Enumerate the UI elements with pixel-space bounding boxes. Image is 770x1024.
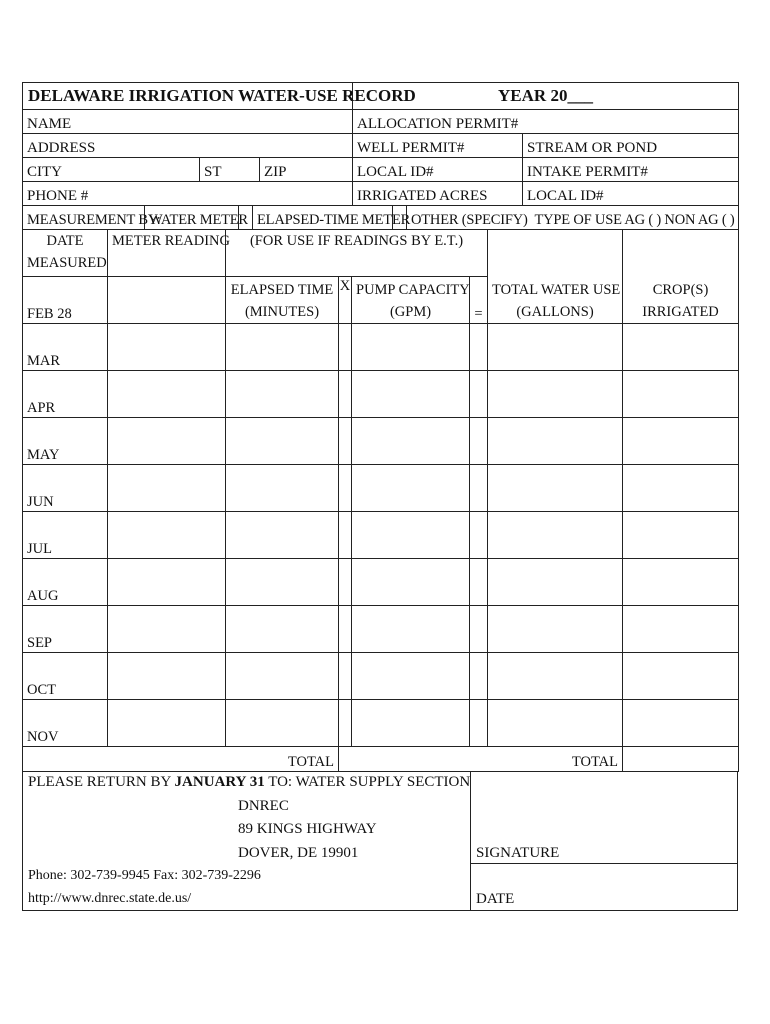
- entry-cell[interactable]: [470, 653, 488, 700]
- address-field[interactable]: ADDRESS: [23, 134, 353, 158]
- entry-cell[interactable]: [226, 653, 339, 700]
- month-row: [23, 418, 739, 465]
- form-header: [22, 82, 739, 110]
- entry-cell[interactable]: [470, 559, 488, 606]
- entry-cell[interactable]: [352, 324, 470, 371]
- month-label: NOV: [23, 700, 108, 747]
- entry-cell[interactable]: [488, 700, 623, 747]
- measurement-row: [22, 206, 739, 230]
- entry-cell[interactable]: [488, 512, 623, 559]
- month-row: [23, 371, 739, 418]
- entry-cell[interactable]: [470, 324, 488, 371]
- irrigation-form: [22, 82, 738, 772]
- meter-reading-cell[interactable]: [108, 277, 226, 324]
- entry-cell[interactable]: [488, 606, 623, 653]
- entry-cell[interactable]: [623, 653, 739, 700]
- return-instructions: [22, 771, 738, 911]
- pump-capacity-header: PUMP CAPACITY (GPM): [352, 277, 470, 324]
- date-label: DATE: [476, 891, 515, 907]
- month-cell-feb: FEB 28: [23, 277, 108, 324]
- phone-field[interactable]: PHONE #: [23, 182, 353, 206]
- local-id-field[interactable]: LOCAL ID#: [353, 158, 523, 182]
- entry-cell[interactable]: [108, 559, 226, 606]
- month-label: JUL: [23, 512, 108, 559]
- water-use-grid: [22, 230, 739, 772]
- entry-cell[interactable]: [470, 465, 488, 512]
- entry-cell[interactable]: [108, 465, 226, 512]
- entry-cell[interactable]: [352, 418, 470, 465]
- entry-cell[interactable]: [623, 559, 739, 606]
- entry-cell[interactable]: [226, 324, 339, 371]
- address-line-1: DNREC: [238, 798, 289, 814]
- month-row: [23, 653, 739, 700]
- local-id-2-field[interactable]: LOCAL ID#: [523, 182, 739, 206]
- entry-cell[interactable]: [226, 512, 339, 559]
- month-label: SEP: [23, 606, 108, 653]
- well-permit-field[interactable]: WELL PERMIT#: [353, 134, 523, 158]
- entry-cell[interactable]: [339, 465, 352, 512]
- stream-or-pond-field[interactable]: STREAM OR POND: [523, 134, 739, 158]
- month-label: MAR: [23, 324, 108, 371]
- address-line-2: 89 KINGS HIGHWAY: [238, 821, 377, 837]
- return-address-block: [23, 771, 471, 910]
- other-specify-label: OTHER (SPECIFY): [411, 212, 528, 228]
- address-line-3: DOVER, DE 19901: [238, 845, 359, 861]
- entry-cell[interactable]: [488, 653, 623, 700]
- entry-cell[interactable]: [339, 418, 352, 465]
- name-field[interactable]: NAME: [23, 110, 353, 134]
- intake-permit-field[interactable]: INTAKE PERMIT#: [523, 158, 739, 182]
- month-row: [23, 559, 739, 606]
- city-field[interactable]: CITY: [23, 158, 200, 182]
- year-field[interactable]: YEAR 20___: [353, 83, 739, 110]
- entry-cell[interactable]: [488, 371, 623, 418]
- et-readings-header: (FOR USE IF READINGS BY E.T.): [226, 230, 488, 277]
- month-row: [23, 465, 739, 512]
- entry-cell[interactable]: [352, 606, 470, 653]
- water-use-total-label: TOTAL: [339, 747, 623, 772]
- entry-cell[interactable]: [226, 606, 339, 653]
- month-label: MAY: [23, 418, 108, 465]
- entry-cell[interactable]: [226, 559, 339, 606]
- entry-cell[interactable]: [339, 559, 352, 606]
- measurement-label: MEASUREMENT BY:: [23, 206, 145, 230]
- month-label: APR: [23, 371, 108, 418]
- date-measured-header: DATE MEASURED: [23, 230, 108, 277]
- irrigated-acres-field[interactable]: IRRIGATED ACRES: [353, 182, 523, 206]
- entry-cell[interactable]: [488, 465, 623, 512]
- meter-reading-header: METER READING: [108, 230, 226, 277]
- water-meter-label: WATER METER: [145, 206, 239, 230]
- entry-cell[interactable]: [352, 653, 470, 700]
- entry-cell[interactable]: [623, 512, 739, 559]
- entry-cell[interactable]: [623, 465, 739, 512]
- entry-cell[interactable]: [339, 606, 352, 653]
- entry-cell[interactable]: [339, 324, 352, 371]
- signature-label: SIGNATURE: [476, 845, 560, 861]
- entry-cell[interactable]: [352, 559, 470, 606]
- entry-cell[interactable]: [623, 371, 739, 418]
- entry-cell[interactable]: [339, 512, 352, 559]
- entry-cell[interactable]: [108, 418, 226, 465]
- total-value-cell[interactable]: [623, 747, 739, 772]
- month-row: [23, 700, 739, 747]
- form-title: DELAWARE IRRIGATION WATER-USE RECORD: [23, 83, 353, 110]
- entry-cell[interactable]: [226, 371, 339, 418]
- entry-cell[interactable]: [470, 371, 488, 418]
- month-row: [23, 512, 739, 559]
- entry-cell[interactable]: [623, 418, 739, 465]
- entry-cell[interactable]: [226, 418, 339, 465]
- other-and-type-of-use[interactable]: [407, 206, 739, 230]
- zip-field[interactable]: ZIP: [260, 158, 353, 182]
- entry-cell[interactable]: [488, 324, 623, 371]
- website-link[interactable]: http://www.dnrec.state.de.us/: [28, 891, 192, 906]
- entry-cell[interactable]: [226, 465, 339, 512]
- contact-info-table: [22, 110, 739, 206]
- state-field[interactable]: ST: [200, 158, 260, 182]
- entry-cell[interactable]: [339, 653, 352, 700]
- entry-cell[interactable]: [623, 700, 739, 747]
- month-label: AUG: [23, 559, 108, 606]
- month-row: [23, 606, 739, 653]
- entry-cell[interactable]: [488, 559, 623, 606]
- total-water-use-header: TOTAL WATER USE (GALLONS): [488, 277, 623, 324]
- entry-cell[interactable]: [108, 700, 226, 747]
- entry-cell[interactable]: [108, 653, 226, 700]
- entry-cell[interactable]: [470, 606, 488, 653]
- entry-cell[interactable]: [470, 700, 488, 747]
- equals-sign: =: [470, 277, 488, 324]
- month-label: JUN: [23, 465, 108, 512]
- entry-cell[interactable]: [352, 371, 470, 418]
- entry-cell[interactable]: [339, 700, 352, 747]
- entry-cell[interactable]: [623, 324, 739, 371]
- type-of-use-label: TYPE OF USE AG ( ) NON AG ( ): [534, 212, 735, 228]
- signature-line[interactable]: [470, 863, 737, 864]
- entry-cell[interactable]: [470, 512, 488, 559]
- entry-cell[interactable]: [623, 606, 739, 653]
- month-label: OCT: [23, 653, 108, 700]
- entry-cell[interactable]: [108, 324, 226, 371]
- elapsed-time-meter-label: ELAPSED-TIME METER: [253, 206, 393, 230]
- phone-fax: Phone: 302-739-9945 Fax: 302-739-2296: [28, 868, 261, 883]
- entry-cell[interactable]: [108, 512, 226, 559]
- entry-cell[interactable]: [108, 371, 226, 418]
- meter-total-label: TOTAL: [23, 747, 339, 772]
- month-row: [23, 324, 739, 371]
- entry-cell[interactable]: [352, 512, 470, 559]
- allocation-permit-field[interactable]: ALLOCATION PERMIT#: [353, 110, 739, 134]
- entry-cell[interactable]: [352, 700, 470, 747]
- return-by-line: PLEASE RETURN BY JANUARY 31 TO: WATER SUPPLY SECTION: [28, 774, 471, 790]
- entry-cell[interactable]: [352, 465, 470, 512]
- entry-cell[interactable]: [226, 700, 339, 747]
- month-rows: [23, 324, 739, 747]
- multiply-sign: X: [339, 277, 352, 324]
- elapsed-time-header: ELAPSED TIME (MINUTES): [226, 277, 339, 324]
- entry-cell[interactable]: [339, 371, 352, 418]
- entry-cell[interactable]: [108, 606, 226, 653]
- entry-cell[interactable]: [488, 418, 623, 465]
- entry-cell[interactable]: [470, 418, 488, 465]
- crops-irrigated-header: CROP(S) IRRIGATED: [623, 277, 739, 324]
- return-deadline: JANUARY 31: [174, 774, 265, 790]
